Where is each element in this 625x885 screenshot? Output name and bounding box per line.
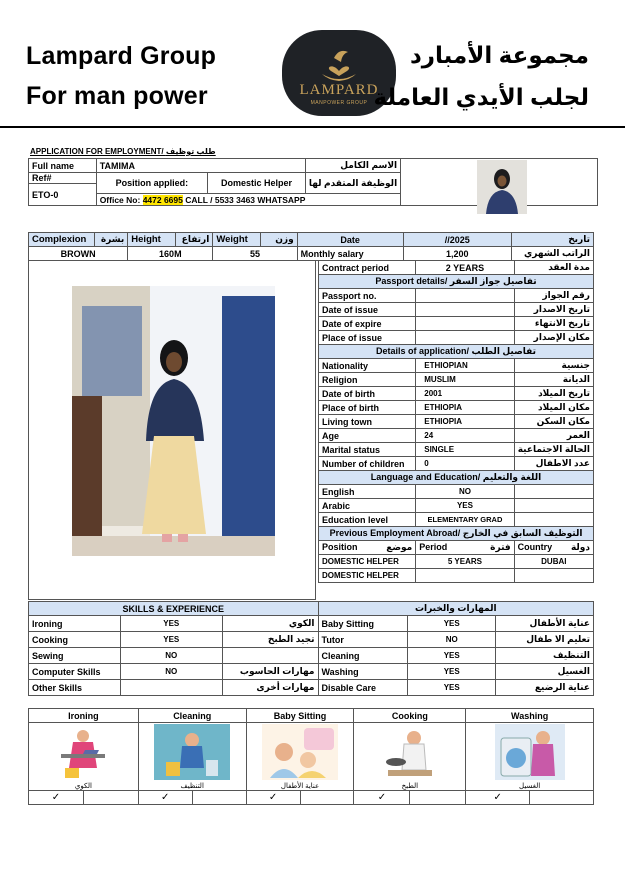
arabic-value: YES <box>416 499 514 513</box>
skill-babysitting-label: Baby Sitting <box>318 616 408 632</box>
gallery-ironing-blank <box>83 791 138 805</box>
marital-label: Marital status <box>319 443 416 457</box>
washing-icon <box>495 724 565 780</box>
skill-cleaning-value: YES <box>408 648 496 664</box>
gallery-washing-cell <box>466 723 594 791</box>
gallery-washing-ar: الغسيل <box>519 782 541 790</box>
gallery-ironing-ar: الكوي <box>74 782 92 790</box>
office-number: 4472 6695 <box>142 194 183 205</box>
prev-period-ar: فترة <box>490 542 511 552</box>
height-ar: ارتفاع <box>175 233 212 247</box>
skill-ironing-ar: الكوي <box>222 616 318 632</box>
issue-place-label: Place of issue <box>319 331 416 345</box>
gallery-washing-title: Washing <box>466 709 594 723</box>
office-prefix: Office No: <box>99 194 141 205</box>
complexion-value: BROWN <box>29 247 128 261</box>
skill-computer-value: NO <box>120 664 222 680</box>
education-value: ELEMENTARY GRAD <box>416 513 514 527</box>
ref-label: Ref# <box>29 173 97 184</box>
living-town-ar: مكان السكن <box>514 415 593 429</box>
logo-text: LAMPARD <box>299 82 379 98</box>
issue-date-label: Date of issue <box>319 303 416 317</box>
passport-no-value <box>416 289 514 303</box>
date-label: Date <box>297 233 403 247</box>
skill-sewing-label: Sewing <box>29 648 121 664</box>
skill-tutor-ar: تعليم الا طفال <box>496 632 594 648</box>
age-value: 24 <box>416 429 514 443</box>
weight-ar: وزن <box>260 233 297 247</box>
brand-tagline-en: For man power <box>26 82 208 110</box>
expire-date-label: Date of expire <box>319 317 416 331</box>
salary-ar: الراتب الشهري <box>511 247 593 261</box>
skill-washing-ar: الغسيل <box>496 664 594 680</box>
birth-date-label: Date of birth <box>319 387 416 401</box>
prev-row-1-position: DOMESTIC HELPER <box>319 555 416 569</box>
gallery-ironing-cell <box>29 723 139 791</box>
gallery-cooking-check: ✓ <box>354 791 410 805</box>
skill-disable-care-ar: عناية الرضيع <box>496 680 594 696</box>
language-heading: Language and Education/ اللغة والتعليم <box>319 471 594 485</box>
birth-date-value: 2001 <box>416 387 514 401</box>
nationality-ar: جنسية <box>514 359 593 373</box>
skills-heading: SKILLS & EXPERIENCE <box>29 602 319 616</box>
gallery-cleaning-check: ✓ <box>138 791 192 805</box>
gallery-ironing-check: ✓ <box>29 791 84 805</box>
passport-no-label: Passport no. <box>319 289 416 303</box>
marital-ar: الحالة الاجتماعية <box>514 443 593 457</box>
skill-cooking-label: Cooking <box>29 632 121 648</box>
gallery-cleaning-title: Cleaning <box>138 709 246 723</box>
english-value: NO <box>416 485 514 499</box>
skill-sewing-value: NO <box>120 648 222 664</box>
cooking-icon <box>380 724 440 780</box>
skill-other-label: Other Skills <box>29 680 121 696</box>
position-ar: الوظيفة المتقدم لها <box>305 173 400 194</box>
prev-row-2-country <box>514 569 593 583</box>
details-table <box>318 260 594 583</box>
position-value: Domestic Helper <box>208 173 306 194</box>
gallery-washing-check: ✓ <box>466 791 530 805</box>
skill-ironing-label: Ironing <box>29 616 121 632</box>
age-ar: العمر <box>514 429 593 443</box>
gallery-cleaning-ar: التنظيف <box>180 782 204 790</box>
skill-ironing-value: YES <box>120 616 222 632</box>
education-label: Education level <box>319 513 416 527</box>
living-town-label: Living town <box>319 415 416 429</box>
english-label: English <box>319 485 416 499</box>
prev-country-ar: دولة <box>570 542 590 552</box>
applicant-photo-full <box>72 286 275 556</box>
religion-label: Religion <box>319 373 416 387</box>
office-suffix: CALL / 5533 3463 WHATSAPP <box>185 194 306 205</box>
children-label: Number of children <box>319 457 416 471</box>
person-photo-icon <box>477 160 527 214</box>
logo-subtext: MANPOWER GROUP <box>310 100 368 106</box>
gallery-babysitting-title: Baby Sitting <box>246 709 354 723</box>
skill-other-ar: مهارات أخرى <box>222 680 318 696</box>
brand-name-en: Lampard Group <box>26 42 217 70</box>
age-label: Age <box>319 429 416 443</box>
physical-contract-table <box>28 232 594 261</box>
complexion-ar: بشرة <box>95 233 128 247</box>
application-label: APPLICATION FOR EMPLOYMENT/ طلب توظيف <box>30 147 216 156</box>
skill-babysitting-value: YES <box>408 616 496 632</box>
weight-value: 55 <box>213 247 297 261</box>
position-label: Position applied: <box>96 173 207 194</box>
skill-babysitting-ar: عناية الأطفال <box>496 616 594 632</box>
height-value: 160M <box>128 247 213 261</box>
prev-country-label: Country <box>517 542 553 552</box>
skill-cooking-ar: تجيد الطبخ <box>222 632 318 648</box>
baby-sitting-icon <box>262 724 338 780</box>
nationality-label: Nationality <box>319 359 416 373</box>
full-body-photo-icon <box>72 286 275 556</box>
application-heading: Details of application/ تفاصيل الطلب <box>319 345 594 359</box>
gallery-cleaning-cell <box>138 723 246 791</box>
period-label: Contract period <box>319 261 416 275</box>
skills-gallery <box>28 708 594 805</box>
salary-value: 1,200 <box>403 247 511 261</box>
prev-period-label: Period <box>419 542 448 552</box>
skill-sewing-ar <box>222 648 318 664</box>
skill-disable-care-value: YES <box>408 680 496 696</box>
prev-row-1-period: 5 YEARS <box>416 555 514 569</box>
living-town-value: ETHIOPIA <box>416 415 514 429</box>
religion-ar: الديانة <box>514 373 593 387</box>
birth-place-value: ETHIOPIA <box>416 401 514 415</box>
skill-cleaning-ar: التنظيف <box>496 648 594 664</box>
applicant-photo-small <box>477 160 527 214</box>
prev-row-1-country: DUBAI <box>514 555 593 569</box>
skill-computer-ar: مهارات الحاسوب <box>222 664 318 680</box>
marital-value: SINGLE <box>416 443 514 457</box>
gallery-cooking-title: Cooking <box>354 709 466 723</box>
children-ar: عدد الاطفال <box>514 457 593 471</box>
complexion-label: Complexion <box>29 233 95 247</box>
expire-date-value <box>416 317 514 331</box>
skill-washing-label: Washing <box>318 664 408 680</box>
gallery-cooking-cell <box>354 723 466 791</box>
skills-heading-ar: المهارات والخبرات <box>318 602 594 616</box>
gallery-cooking-ar: الطبخ <box>401 782 419 790</box>
full-name-label: Full name <box>29 159 97 173</box>
brand-tagline-ar: لجلب الأيدي العاملة <box>373 84 589 110</box>
prev-row-2-period <box>416 569 514 583</box>
cleaning-icon <box>154 724 230 780</box>
office-contact <box>96 194 400 206</box>
prev-country-header <box>514 541 593 555</box>
gallery-babysitting-blank <box>300 791 354 805</box>
period-value: 2 YEARS <box>416 261 514 275</box>
prev-period-header <box>416 541 514 555</box>
religion-value: MUSLIM <box>416 373 514 387</box>
skill-disable-care-label: Disable Care <box>318 680 408 696</box>
gallery-cooking-blank <box>410 791 466 805</box>
issue-date-ar: تاريخ الاصدار <box>514 303 593 317</box>
prev-position-ar: موضع <box>386 542 413 552</box>
ironing-icon <box>53 724 113 780</box>
children-value: 0 <box>416 457 514 471</box>
birth-date-ar: تاريخ الميلاد <box>514 387 593 401</box>
prev-position-header <box>319 541 416 555</box>
birth-place-label: Place of birth <box>319 401 416 415</box>
issue-date-value <box>416 303 514 317</box>
gallery-cleaning-blank <box>192 791 246 805</box>
full-name-value: TAMIMA <box>96 159 305 173</box>
ref-value: ETO-0 <box>29 184 97 206</box>
passport-no-ar: رقم الجواز <box>514 289 593 303</box>
gallery-washing-blank <box>530 791 594 805</box>
date-ar: تاريخ <box>511 233 593 247</box>
header-divider <box>0 126 625 128</box>
skills-table <box>28 601 594 696</box>
prev-row-2-position: DOMESTIC HELPER <box>319 569 416 583</box>
issue-place-value <box>416 331 514 345</box>
previous-heading: Previous Employment Abroad/ التوظيف السابق في الخارج <box>319 527 594 541</box>
gallery-babysitting-check: ✓ <box>246 791 300 805</box>
issue-place-ar: مكان الإصدار <box>514 331 593 345</box>
skill-tutor-value: NO <box>408 632 496 648</box>
skill-tutor-label: Tutor <box>318 632 408 648</box>
arabic-label: Arabic <box>319 499 416 513</box>
date-value: //2025 <box>403 233 511 247</box>
birth-place-ar: مكان الميلاد <box>514 401 593 415</box>
skill-computer-label: Computer Skills <box>29 664 121 680</box>
gallery-ironing-title: Ironing <box>29 709 139 723</box>
skill-washing-value: YES <box>408 664 496 680</box>
full-name-ar: الاسم الكامل <box>305 159 400 173</box>
prev-position-label: Position <box>322 542 358 552</box>
skill-cooking-value: YES <box>120 632 222 648</box>
height-label: Height <box>128 233 176 247</box>
brand-name-ar: مجموعة الأمبارد <box>409 42 589 68</box>
skill-cleaning-label: Cleaning <box>318 648 408 664</box>
gallery-babysitting-ar: عناية الأطفال <box>280 782 320 790</box>
salary-label: Monthly salary <box>297 247 403 261</box>
passport-heading: Passport details/ تفاصيل جواز السفر <box>319 275 594 289</box>
nationality-value: ETHIOPIAN <box>416 359 514 373</box>
gallery-babysitting-cell <box>246 723 354 791</box>
skill-other-value <box>120 680 222 696</box>
expire-date-ar: تاريخ الانتهاء <box>514 317 593 331</box>
weight-label: Weight <box>213 233 261 247</box>
period-ar: مدة العقد <box>514 261 593 275</box>
